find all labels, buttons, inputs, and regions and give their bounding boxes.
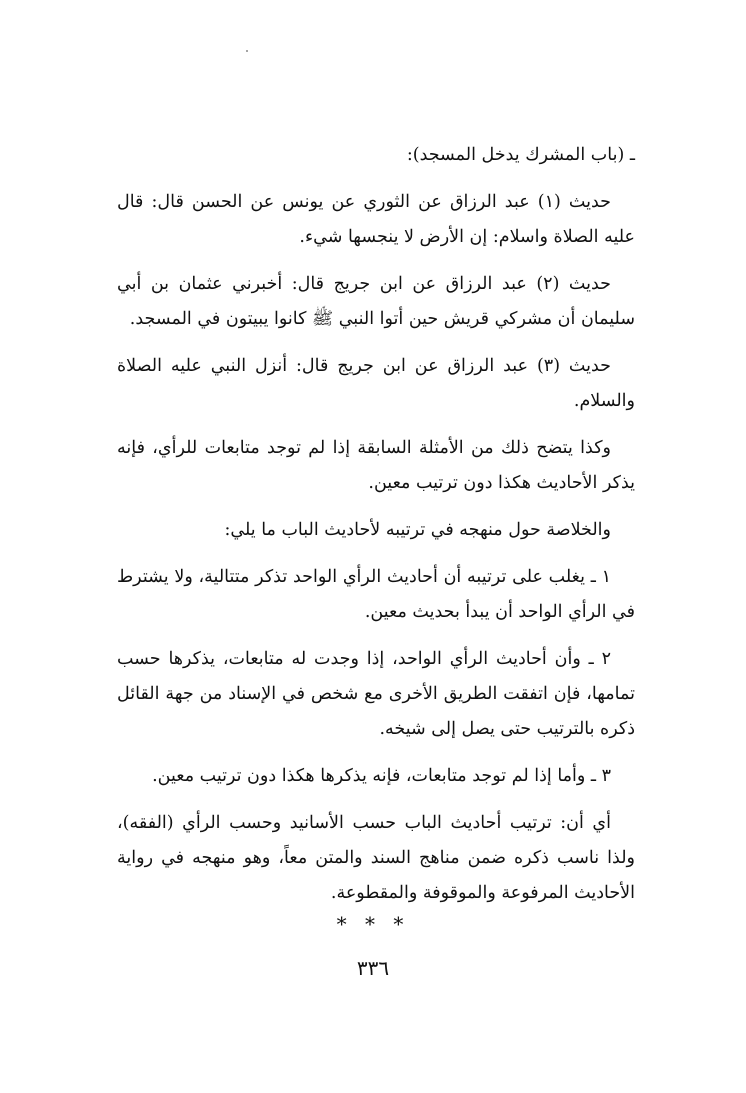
conclusion-paragraph: أي أن: ترتيب أحاديث الباب حسب الأسانيد وحسب الرأي (الفقه)، ولذا ناسب ذكره ضمن مناهج السند والمتن معاً، وهو منهجه في رواية الأحاديث المرفوعة والموقوفة والمقطوعة. [117, 813, 635, 903]
scan-speck [246, 50, 248, 52]
summary-point-3: ٣ ـ وأما إذا لم توجد متابعات، فإنه يذكرها هكذا دون ترتيب معين. [152, 766, 611, 786]
body-text [117, 138, 635, 923]
hadith-paragraph-2: حديث (٢) عبد الرزاق عن ابن جريج قال: أخبرني عثمان بن أبي سليمان أن مشركي قريش حين أتوا النبي ﷺ كانوا يبيتون في المسجد. [117, 274, 635, 329]
chapter-heading: ـ (باب المشرك يدخل المسجد): [406, 145, 635, 165]
hadith-paragraph-1: حديث (١) عبد الرزاق عن الثوري عن يونس عن الحسن قال: قال عليه الصلاة واسلام: إن الأرض لا ينجسها شيء. [117, 192, 635, 247]
summary-intro: والخلاصة حول منهجه في ترتيبه لأحاديث الباب ما يلي: [224, 520, 611, 540]
summary-point-1: ١ ـ يغلب على ترتيبه أن أحاديث الرأي الواحد تذكر متتالية، ولا يشترط في الرأي الواحد أن يبدأ بحديث معين. [117, 567, 635, 622]
summary-point-2: ٢ ـ وأن أحاديث الرأي الواحد، إذا وجدت له متابعات، يذكرها حسب تمامها، فإن اتفقت الطريق الأخرى مع شخص في الإسناد من جهة القائل ذكره بالترتيب حتى يصل إلى شيخه. [117, 649, 635, 739]
page-number: ٣٣٦ [356, 956, 390, 980]
hadith-paragraph-3: حديث (٣) عبد الرزاق عن ابن جريج قال: أنزل النبي عليه الصلاة والسلام. [117, 356, 635, 411]
section-separator: * * * [336, 912, 410, 936]
commentary-paragraph: وكذا يتضح ذلك من الأمثلة السابقة إذا لم توجد متابعات للرأي، فإنه يذكر الأحاديث هكذا دون ترتيب معين. [117, 438, 635, 493]
